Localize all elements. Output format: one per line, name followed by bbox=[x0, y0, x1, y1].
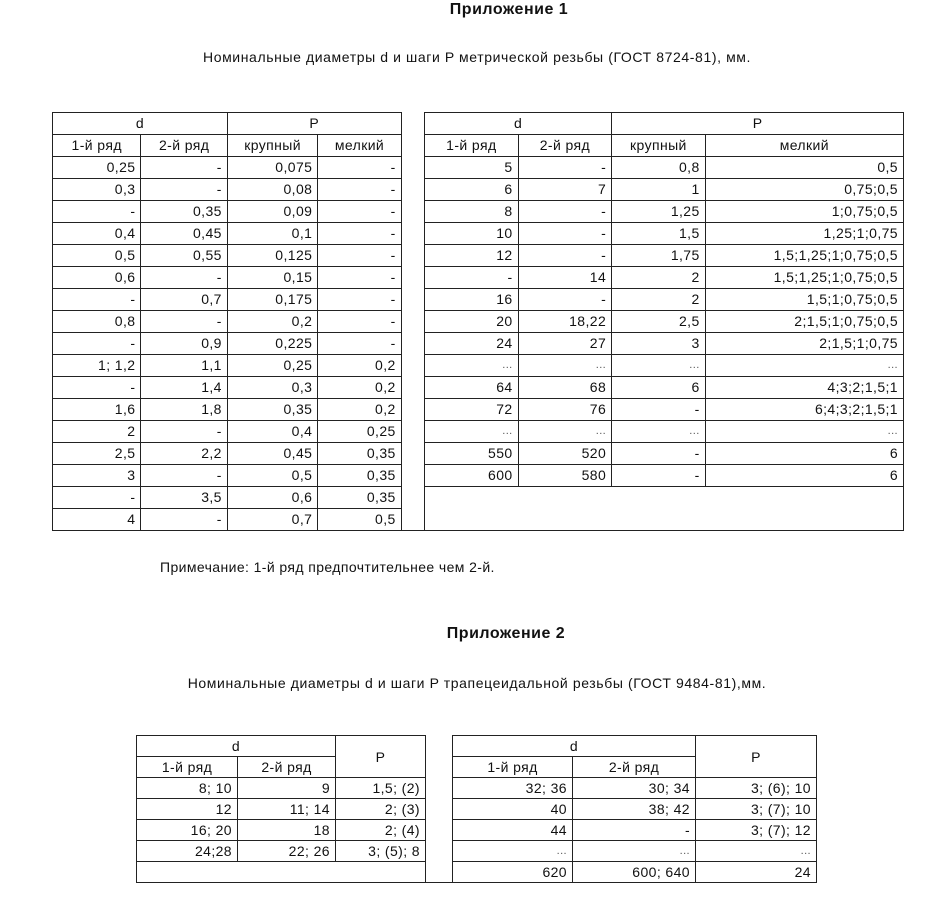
table-cell: - bbox=[318, 333, 401, 355]
table-cell: - bbox=[141, 465, 227, 487]
column-separator bbox=[401, 311, 424, 333]
table-cell: 5 bbox=[425, 157, 519, 179]
table-row bbox=[137, 799, 817, 820]
table-cell: 520 bbox=[518, 443, 612, 465]
table-row bbox=[53, 289, 904, 311]
table-cell: - bbox=[53, 377, 141, 399]
table-cell: 3; (7); 12 bbox=[696, 820, 817, 841]
column-separator bbox=[401, 487, 424, 509]
table-cell: - bbox=[612, 465, 706, 487]
table-cell: 0,8 bbox=[612, 157, 706, 179]
table-cell: 30; 34 bbox=[573, 778, 696, 799]
col-header-d: d bbox=[53, 113, 228, 135]
column-separator bbox=[401, 443, 424, 465]
table-cell: 4;3;2;1,5;1 bbox=[705, 377, 903, 399]
table-cell: 0,75;0,5 bbox=[705, 179, 903, 201]
table-cell: 0,45 bbox=[141, 223, 227, 245]
table-cell: - bbox=[318, 157, 401, 179]
table-cell: 0,09 bbox=[227, 201, 317, 223]
table-cell: 22; 26 bbox=[238, 841, 336, 862]
table-cell: 0,5 bbox=[705, 157, 903, 179]
column-separator bbox=[401, 201, 424, 223]
table-cell: 2 bbox=[612, 289, 706, 311]
column-separator bbox=[401, 333, 424, 355]
table-cell: 620 bbox=[453, 862, 573, 883]
table-cell: 0,5 bbox=[53, 245, 141, 267]
table-cell: 0,2 bbox=[318, 377, 401, 399]
table-cell: 0,55 bbox=[141, 245, 227, 267]
col-header-p: P bbox=[336, 736, 426, 778]
appendix1-heading: Приложение 1 bbox=[449, 1, 569, 18]
table-cell: - bbox=[141, 509, 227, 531]
column-separator bbox=[401, 355, 424, 377]
table-row bbox=[53, 179, 904, 201]
table-header-row bbox=[53, 113, 904, 135]
table-row bbox=[53, 311, 904, 333]
table-cell: 0,25 bbox=[227, 355, 317, 377]
column-separator bbox=[426, 862, 453, 883]
table-cell: 6 bbox=[425, 179, 519, 201]
column-separator bbox=[426, 820, 453, 841]
col-header-fine: мелкий bbox=[318, 135, 401, 157]
table-cell: 1,8 bbox=[141, 399, 227, 421]
table-cell: - bbox=[612, 399, 706, 421]
table-cell: 2,5 bbox=[612, 311, 706, 333]
table-cell: ... bbox=[425, 421, 519, 443]
table-cell: 600 bbox=[425, 465, 519, 487]
table-cell: 2,2 bbox=[141, 443, 227, 465]
table-cell: 0,075 bbox=[227, 157, 317, 179]
empty-cell bbox=[425, 487, 904, 531]
table-cell: ... bbox=[612, 355, 706, 377]
col-header-row2: 2-й ряд bbox=[238, 757, 336, 778]
table-cell: - bbox=[518, 245, 612, 267]
table-cell: 4 bbox=[53, 509, 141, 531]
col-header-row2: 2-й ряд bbox=[141, 135, 227, 157]
table-row bbox=[53, 267, 904, 289]
table-row bbox=[53, 399, 904, 421]
table-cell: 20 bbox=[425, 311, 519, 333]
table-cell: 600; 640 bbox=[573, 862, 696, 883]
table-cell: - bbox=[518, 223, 612, 245]
table-cell: 0,35 bbox=[318, 465, 401, 487]
column-separator bbox=[401, 223, 424, 245]
empty-cell bbox=[137, 862, 426, 883]
table-row bbox=[53, 245, 904, 267]
col-header-coarse: крупный bbox=[612, 135, 706, 157]
table-cell: 76 bbox=[518, 399, 612, 421]
table-cell: ... bbox=[696, 841, 817, 862]
table-cell: ... bbox=[425, 355, 519, 377]
column-separator bbox=[401, 245, 424, 267]
column-separator bbox=[401, 267, 424, 289]
table-row bbox=[53, 443, 904, 465]
table-cell: 1,25 bbox=[612, 201, 706, 223]
col-header-row1: 1-й ряд bbox=[453, 757, 573, 778]
table-cell: 9 bbox=[238, 778, 336, 799]
table-cell: - bbox=[141, 311, 227, 333]
col-header-coarse: крупный bbox=[227, 135, 317, 157]
table-cell: 0,175 bbox=[227, 289, 317, 311]
column-separator bbox=[401, 509, 424, 531]
table-cell: 3; (7); 10 bbox=[696, 799, 817, 820]
table-cell: 1,4 bbox=[141, 377, 227, 399]
table-cell: ... bbox=[518, 421, 612, 443]
col-header-d: d bbox=[425, 113, 612, 135]
table-cell: 24 bbox=[696, 862, 817, 883]
table-cell: 12 bbox=[137, 799, 238, 820]
table-cell: - bbox=[141, 179, 227, 201]
table-cell: 64 bbox=[425, 377, 519, 399]
table-cell: 44 bbox=[453, 820, 573, 841]
table-cell: 2;1,5;1;0,75;0,5 bbox=[705, 311, 903, 333]
table-row bbox=[53, 377, 904, 399]
table-cell: 0,2 bbox=[227, 311, 317, 333]
table-cell: 3; (5); 8 bbox=[336, 841, 426, 862]
table-row bbox=[137, 841, 817, 862]
table-cell: - bbox=[518, 201, 612, 223]
table-cell: ... bbox=[705, 355, 903, 377]
table-cell: 1,75 bbox=[612, 245, 706, 267]
table-cell: - bbox=[53, 201, 141, 223]
table-cell: 0,35 bbox=[141, 201, 227, 223]
table-cell: 38; 42 bbox=[573, 799, 696, 820]
table-cell: 0,5 bbox=[318, 509, 401, 531]
table-cell: 12 bbox=[425, 245, 519, 267]
table-cell: ... bbox=[705, 421, 903, 443]
table-cell: 3 bbox=[53, 465, 141, 487]
table-cell: 2,5 bbox=[53, 443, 141, 465]
table-header-row bbox=[137, 736, 817, 757]
col-header-row2: 2-й ряд bbox=[573, 757, 696, 778]
table-cell: 27 bbox=[518, 333, 612, 355]
table-row bbox=[53, 355, 904, 377]
table-row bbox=[53, 223, 904, 245]
table-cell: 0,7 bbox=[227, 509, 317, 531]
table-cell: 1,25;1;0,75 bbox=[705, 223, 903, 245]
table-cell: - bbox=[53, 333, 141, 355]
table-cell: - bbox=[612, 443, 706, 465]
appendix2-heading: Приложение 2 bbox=[446, 625, 566, 642]
table-row bbox=[137, 778, 817, 799]
table-row bbox=[53, 421, 904, 443]
table-cell: 10 bbox=[425, 223, 519, 245]
col-header-row1: 1-й ряд bbox=[137, 757, 238, 778]
column-separator bbox=[401, 377, 424, 399]
table-cell: 1,5;1,25;1;0,75;0,5 bbox=[705, 245, 903, 267]
table-subheader-row bbox=[53, 135, 904, 157]
table-cell: 1;0,75;0,5 bbox=[705, 201, 903, 223]
col-header-p: P bbox=[227, 113, 401, 135]
table-cell: 0,2 bbox=[318, 399, 401, 421]
appendix1-note: Примечание: 1-й ряд предпочтительнее чем 2-й. bbox=[160, 559, 495, 575]
col-header-fine: мелкий bbox=[705, 135, 903, 157]
column-separator bbox=[401, 113, 424, 135]
table-cell: ... bbox=[612, 421, 706, 443]
column-separator bbox=[401, 465, 424, 487]
table-cell: 40 bbox=[453, 799, 573, 820]
table-cell: 0,5 bbox=[227, 465, 317, 487]
table-cell: - bbox=[141, 267, 227, 289]
column-separator bbox=[401, 135, 424, 157]
col-header-row1: 1-й ряд bbox=[425, 135, 519, 157]
col-header-p: P bbox=[612, 113, 904, 135]
table-cell: 6 bbox=[705, 465, 903, 487]
table-cell: 0,08 bbox=[227, 179, 317, 201]
table-cell: 24 bbox=[425, 333, 519, 355]
table-cell: 2; (4) bbox=[336, 820, 426, 841]
table-cell: 2;1,5;1;0,75 bbox=[705, 333, 903, 355]
table-row bbox=[53, 201, 904, 223]
table-row bbox=[137, 862, 817, 883]
column-separator bbox=[401, 179, 424, 201]
table-cell: - bbox=[573, 820, 696, 841]
table-cell: 0,35 bbox=[318, 443, 401, 465]
table-cell: 0,8 bbox=[53, 311, 141, 333]
table-cell: 2; (3) bbox=[336, 799, 426, 820]
table-cell: ... bbox=[453, 841, 573, 862]
table-cell: 580 bbox=[518, 465, 612, 487]
col-header-d: d bbox=[137, 736, 336, 757]
trapezoidal-thread-table bbox=[136, 735, 817, 883]
table-row bbox=[53, 157, 904, 179]
table-cell: - bbox=[53, 487, 141, 509]
table-cell: - bbox=[318, 267, 401, 289]
table-cell: 0,6 bbox=[227, 487, 317, 509]
table-cell: 1; 1,2 bbox=[53, 355, 141, 377]
table-cell: 18 bbox=[238, 820, 336, 841]
table-cell: 24;28 bbox=[137, 841, 238, 862]
column-separator bbox=[426, 799, 453, 820]
table-cell: 72 bbox=[425, 399, 519, 421]
table-cell: - bbox=[141, 421, 227, 443]
table-cell: ... bbox=[573, 841, 696, 862]
table-cell: 0,45 bbox=[227, 443, 317, 465]
col-header-p: P bbox=[696, 736, 817, 778]
table-cell: 3 bbox=[612, 333, 706, 355]
table-cell: - bbox=[518, 289, 612, 311]
table-cell: 0,3 bbox=[227, 377, 317, 399]
table-cell: 0,6 bbox=[53, 267, 141, 289]
table-cell: 0,4 bbox=[227, 421, 317, 443]
column-separator bbox=[426, 778, 453, 799]
table-cell: - bbox=[318, 311, 401, 333]
table-row bbox=[53, 333, 904, 355]
table-cell: - bbox=[318, 245, 401, 267]
table-row bbox=[53, 487, 904, 509]
table-cell: 0,7 bbox=[141, 289, 227, 311]
table-cell: 0,2 bbox=[318, 355, 401, 377]
table-cell: - bbox=[318, 289, 401, 311]
table-cell: 1,1 bbox=[141, 355, 227, 377]
table-cell: 1,5;1,25;1;0,75;0,5 bbox=[705, 267, 903, 289]
table-cell: 550 bbox=[425, 443, 519, 465]
column-separator bbox=[401, 399, 424, 421]
table-cell: 0,35 bbox=[318, 487, 401, 509]
table-cell: - bbox=[518, 157, 612, 179]
table-cell: 6 bbox=[705, 443, 903, 465]
table-cell: 0,25 bbox=[318, 421, 401, 443]
appendix1-caption: Номинальные диаметры d и шаги P метрической резьбы (ГОСТ 8724-81), мм. bbox=[202, 49, 752, 65]
table-cell: 0,9 bbox=[141, 333, 227, 355]
table-cell: - bbox=[425, 267, 519, 289]
table-cell: 11; 14 bbox=[238, 799, 336, 820]
table-cell: 1 bbox=[612, 179, 706, 201]
table-cell: 0,15 bbox=[227, 267, 317, 289]
table-cell: 16 bbox=[425, 289, 519, 311]
col-header-row2: 2-й ряд bbox=[518, 135, 612, 157]
column-separator bbox=[426, 736, 453, 778]
col-header-row1: 1-й ряд bbox=[53, 135, 141, 157]
table-cell: 1,5; (2) bbox=[336, 778, 426, 799]
table-row bbox=[53, 465, 904, 487]
table-row bbox=[137, 820, 817, 841]
table-cell: 0,1 bbox=[227, 223, 317, 245]
column-separator bbox=[401, 157, 424, 179]
table-cell: - bbox=[53, 289, 141, 311]
table-cell: 8; 10 bbox=[137, 778, 238, 799]
appendix2-caption: Номинальные диаметры d и шаги P трапецеидальной резьбы (ГОСТ 9484-81),мм. bbox=[187, 675, 767, 691]
table-cell: 0,4 bbox=[53, 223, 141, 245]
table-cell: ... bbox=[518, 355, 612, 377]
table-cell: 0,125 bbox=[227, 245, 317, 267]
metric-thread-table bbox=[52, 112, 904, 531]
column-separator bbox=[426, 841, 453, 862]
table-cell: 6 bbox=[612, 377, 706, 399]
column-separator bbox=[401, 421, 424, 443]
table-cell: 1,5 bbox=[612, 223, 706, 245]
table-cell: 1,6 bbox=[53, 399, 141, 421]
table-cell: 7 bbox=[518, 179, 612, 201]
table-cell: 1,5;1;0,75;0,5 bbox=[705, 289, 903, 311]
table-cell: 2 bbox=[612, 267, 706, 289]
col-header-d: d bbox=[453, 736, 696, 757]
table-cell: 0,225 bbox=[227, 333, 317, 355]
table-cell: 2 bbox=[53, 421, 141, 443]
table-cell: 3,5 bbox=[141, 487, 227, 509]
column-separator bbox=[401, 289, 424, 311]
table-cell: 14 bbox=[518, 267, 612, 289]
table-cell: - bbox=[141, 157, 227, 179]
table-cell: 18,22 bbox=[518, 311, 612, 333]
table-cell: 68 bbox=[518, 377, 612, 399]
table-cell: 3; (6); 10 bbox=[696, 778, 817, 799]
table-cell: 32; 36 bbox=[453, 778, 573, 799]
table-cell: 6;4;3;2;1,5;1 bbox=[705, 399, 903, 421]
table-cell: 16; 20 bbox=[137, 820, 238, 841]
table-cell: 0,3 bbox=[53, 179, 141, 201]
table-cell: 0,35 bbox=[227, 399, 317, 421]
table-cell: - bbox=[318, 223, 401, 245]
table-cell: 0,25 bbox=[53, 157, 141, 179]
table-cell: - bbox=[318, 179, 401, 201]
table-cell: 8 bbox=[425, 201, 519, 223]
table-cell: - bbox=[318, 201, 401, 223]
